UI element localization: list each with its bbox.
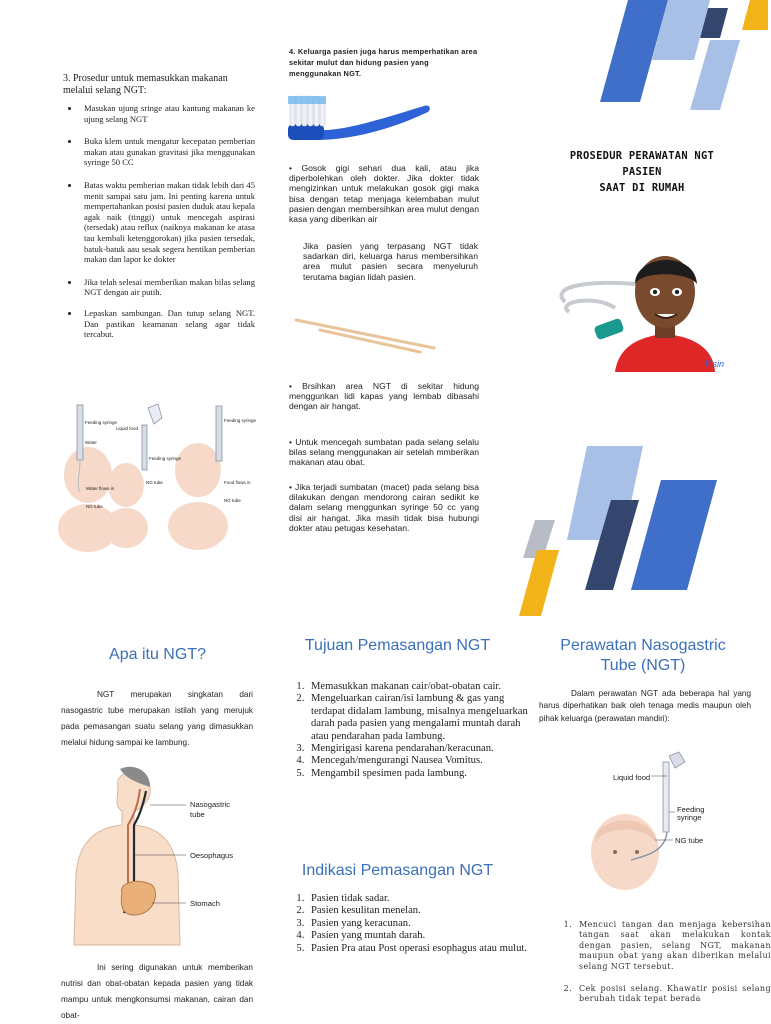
illustration-label: Feeding syringe (224, 418, 257, 423)
decorative-shapes-top (590, 0, 768, 115)
illustration-label-ng-tube: NG tube (675, 836, 704, 845)
illustration-label: NG tube (224, 498, 241, 503)
illustration-label: Liquid food (116, 426, 139, 431)
ngt-care-list (555, 920, 771, 1017)
ngt-anatomy-diagram (68, 765, 268, 945)
list-item: • Batas waktu pemberian makan tidak lebih dari 45 menit sampai satu jam. Ini penting karena untuk mempertahankan posisi pasien duduk atau kepala agak naik (tinggi) untuk mencegah aspirasi (tersedak) atau reflux (naiknya makanan ke atasa tau kembali ketenggorokan) jika pasien tersedak, batuk-batuk aau sesak segera hentikan pemberian makan dan lapor ke dokter (80, 180, 255, 265)
list-item: 2. Cek posisi selang. Khawatir posisi selang berubah tidak tepat berada (575, 984, 771, 1005)
list-item: • Lepaskan sambungan. Dan tutup selang NGT. Dan pastikan keamanan selang agar tidak tercabut. (80, 308, 255, 340)
illustration-label: Feeding syringe (85, 420, 118, 425)
illustration-label: NG tube (146, 480, 163, 485)
list-item: 3. Mengirigasi karena pendarahan/keracunan. (307, 743, 532, 755)
list-item: • Buka klem untuk mengatur kecepatan pemberian makan atau gunakan gravitasi jika menggunakan syringe 50 CC (80, 136, 255, 168)
baby-ngt-illustration (585, 752, 745, 902)
section-title-what-is-ngt: Apa itu NGT? (109, 646, 206, 663)
decorative-shapes-middle (515, 440, 725, 620)
section-title-indication: Indikasi Pemasangan NGT (301, 862, 494, 879)
list-item: 2. Pasien kesulitan menelan. (307, 905, 532, 917)
illustration-label: Water (85, 440, 97, 445)
purpose-list (285, 681, 532, 780)
nose-care-text: • Brsihkan area NGT di sekitar hidung menggunkan lidi kapas yang lembab dibasahi dengan air hangat. (289, 381, 479, 412)
illustration-label: Water flows in (86, 486, 115, 491)
illustration-label-feeding: Feeding (677, 805, 705, 814)
babies-feeding-illustration (28, 400, 257, 550)
illustration-label: NG tube (86, 504, 103, 509)
baby-illustration (168, 406, 228, 550)
list-item: 5. Pasien Pra atau Post operasi esophagus atau mulut. (307, 943, 532, 955)
list-item: 4. Pasien yang muntah darah. (307, 930, 532, 942)
list-item: 1. Memasukkan makanan cair/obat-obatan cair. (307, 681, 532, 693)
list-item: 1. Pasien tidak sadar. (307, 893, 532, 905)
section-title-purpose: Tujuan Pemasangan NGT (304, 637, 491, 654)
list-item: • Masukan ujung sringe atau kantung makanan ke ujung selang NGT (80, 103, 255, 124)
list-item: 2. Mengeluarkan cairan/isi lambung & gas yang terdapat didalam lambung, misalnya mengeluarkan darah pada pasien yang mengalami muntah darah atau pendarahan pada lambung. (307, 693, 532, 743)
illustration-label-liquid-food: Liquid food (613, 773, 651, 782)
title-line: PASIEN (622, 166, 662, 178)
blockage-text: • Jika terjadi sumbatan (macet) pada selang bisa dilakukan dengan mendorong cairan sedikit ke dalam selang menggunkan syringe 50 cc yang disi air hangat. Jika masih tidak bisa hubungi dokter atau petugas kesehatan. (289, 482, 479, 533)
oral-care-text: • Gosok gigi sehari dua kali, atau jika diperbolehkan oleh dokter. Jika dokter tidak mengizinkan untuk melakukan gosok gigi maka bisa dengan tetap menjaga kelembaban mulut pasien dengan membersihkan area mulut dengan kasa yang diberikan air (289, 163, 479, 225)
title-line: SAAT DI RUMAH (599, 182, 685, 194)
title-line: PROSEDUR PERAWATAN NGT (569, 150, 715, 162)
diagram-label-tube: tube (190, 810, 205, 819)
title-line: Perawatan Nasogastric (560, 637, 726, 654)
illustration-signature: Fisin (705, 359, 725, 369)
procedure-heading: 3. Prosedur untuk memasukkan makanan melalui selang NGT: (63, 73, 228, 96)
list-item: 5. Mengambil spesimen pada lambung. (307, 768, 532, 780)
unconscious-care-text: Jika pasien yang terpasang NGT tidak sadarkan diri, keluarga harus membersihkan area mulut pasien secara menyeluruh terutama bagian lidah pasien. (303, 241, 478, 282)
section-title-ngt-care (536, 636, 750, 676)
indication-list (285, 893, 532, 955)
flush-tube-text: • Untuk mencegah sumbatan pada selang selalu bilas selang menggunakan air setelah mmberikan makanan atau obat. (289, 437, 479, 468)
patient-boy-illustration (555, 232, 740, 372)
list-item: 3. Pasien yang keracunan. (307, 918, 532, 930)
ngt-definition-text: NGT merupakan singkatan dari nasogastric tube merupakan istilah yang merujuk pada pemasangan suatu selang yang dimasukkan melalui hidung sampai ke lambung. (61, 690, 253, 747)
list-item: 4. Mencegah/mengurangi Nausea Vomitus. (307, 755, 532, 767)
cotton-swab-icon (290, 312, 440, 357)
ngt-care-intro: Dalam perawatan NGT ada beberapa hal yang harus diperhatikan baik oleh tenaga medis maupun oleh pihak keluarga (perawatan mandiri): (539, 689, 751, 723)
step-4-heading: 4. Keluarga pasien juga harus memperhatikan area sekitar mulut dan hidung pasien yang menggunakan NGT. (289, 47, 478, 78)
illustration-label-syringe: syringe (677, 813, 702, 822)
illustration-label: Feeding syringe (149, 456, 182, 461)
list-item: • Jika telah selesai memberikan makan bilas selang NGT dengan air putih. (80, 277, 255, 298)
brochure-title (542, 148, 742, 196)
illustration-label: Food flows in (224, 480, 251, 485)
title-line: Tube (NGT) (600, 657, 686, 674)
diagram-label-oesophagus: Oesophagus (190, 851, 234, 860)
toothbrush-icon (284, 88, 434, 148)
ngt-usage-text: Ini sering digunakan untuk memberikan nutrisi dan obat-obatan kepada pasien yang tidak mampu untuk mengkonsumsi makanan, cairan dan obat- (61, 963, 253, 1020)
diagram-label-stomach: Stomach (190, 899, 220, 908)
diagram-label-nasogastric: Nasogastric (190, 800, 231, 809)
procedure-list (62, 103, 255, 352)
list-item: 1. Mencuci tangan dan menjaga kebersihan tangan saat akan melakukan kontak dengan pasien, selang NGT, makanan maupun obat yang akan diberikan melalui selang NGT tersebut. (575, 920, 771, 972)
